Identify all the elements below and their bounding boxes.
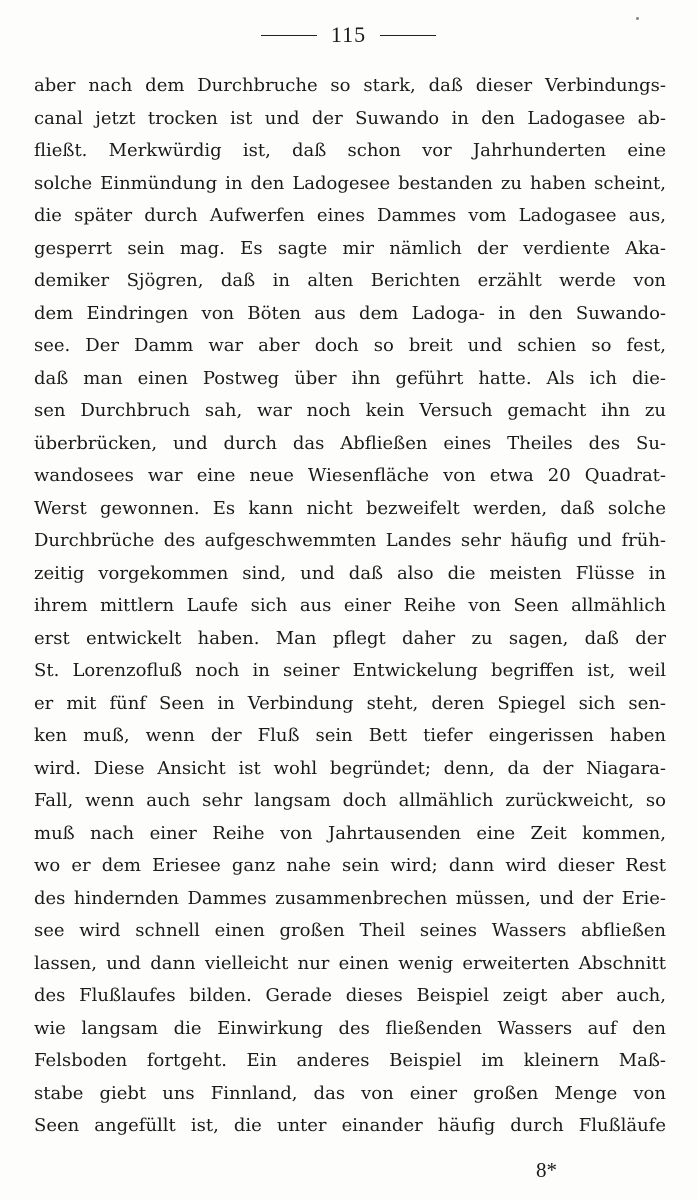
text-line: stabe giebt uns Finnland, das von einer großen Menge von [34, 1082, 666, 1104]
text-line: ken muß, wenn der Fluß sein Bett tiefer eingerissen haben [34, 725, 666, 746]
page-header [0, 20, 697, 50]
text-line: dem Eindringen von Böten aus dem Ladoga- in den Suwando- [34, 302, 666, 324]
text-line: zeitig vorgekommen sind, und daß also die meisten Flüsse in [34, 562, 666, 584]
text-line: fließt. Merkwürdig ist, daß schon vor Jahrhunderten eine [34, 140, 666, 161]
text-line: Felsboden fortgeht. Ein anderes Beispiel im kleinern Maß- [34, 1050, 666, 1071]
text-line: er mit fünf Seen in Verbindung steht, deren Spiegel sich sen- [34, 692, 666, 714]
text-line: demiker Sjögren, daß in alten Berichten erzählt werde von [34, 270, 666, 291]
text-line: sen Durchbruch sah, war noch kein Versuch gemacht ihn zu [34, 400, 666, 421]
text-line: überbrücken, und durch das Abfließen eines Theiles des Su- [34, 432, 666, 454]
page-number: 115 [330, 22, 367, 47]
text-line: die später durch Aufwerfen eines Dammes vom Ladogasee aus, [34, 205, 666, 226]
text-line: Fall, wenn auch sehr langsam doch allmählich zurückweicht, so [34, 790, 666, 811]
header-rule-right [380, 35, 436, 36]
text-line: see wird schnell einen großen Theil seines Wassers abfließen [34, 920, 666, 941]
text-line: see. Der Damm war aber doch so breit und schien so fest, [34, 335, 666, 356]
text-line: des Flußlaufes bilden. Gerade dieses Beispiel zeigt aber auch, [34, 985, 666, 1006]
text-line: aber nach dem Durchbruche so stark, daß dieser Verbindungs- [34, 75, 666, 96]
text-line: wo er dem Eriesee ganz nahe sein wird; dann wird dieser Rest [34, 855, 666, 876]
text-line: Durchbrüche des aufgeschwemmten Landes sehr häufig und früh- [34, 530, 666, 551]
text-line: ihrem mittlern Laufe sich aus einer Reihe von Seen allmählich [34, 595, 666, 616]
signature-mark: 8* [536, 1158, 557, 1182]
text-line: muß nach einer Reihe von Jahrtausenden eine Zeit kommen, [34, 822, 666, 844]
text-line: St. Lorenzofluß noch in seiner Entwickelung begriffen ist, weil [34, 660, 666, 681]
text-line: Seen angefüllt ist, die unter einander häufig durch Flußläufe [34, 1115, 666, 1136]
header-rule-left [261, 35, 317, 36]
text-line: canal jetzt trocken ist und der Suwando in den Ladogasee ab- [34, 107, 666, 129]
text-line: wird. Diese Ansicht ist wohl begründet; denn, da der Niagara- [34, 757, 666, 779]
text-line: solche Einmündung in den Ladogesee bestanden zu haben scheint, [34, 172, 666, 194]
text-line: erst entwickelt haben. Man pflegt daher zu sagen, daß der [34, 627, 666, 649]
text-line: gesperrt sein mag. Es sagte mir nämlich der verdiente Aka- [34, 237, 666, 259]
text-line: wandosees war eine neue Wiesenfläche von etwa 20 Quadrat- [34, 465, 666, 486]
text-line: des hindernden Dammes zusammenbrechen müssen, und der Erie- [34, 887, 666, 909]
text-line: Werst gewonnen. Es kann nicht bezweifelt werden, daß solche [34, 497, 666, 519]
body-text [34, 70, 666, 1143]
text-line: lassen, und dann vielleicht nur einen wenig erweiterten Abschnitt [34, 952, 666, 974]
text-line: wie langsam die Einwirkung des fließenden Wassers auf den [34, 1017, 666, 1039]
text-line: daß man einen Postweg über ihn geführt hatte. Als ich die- [34, 367, 666, 389]
